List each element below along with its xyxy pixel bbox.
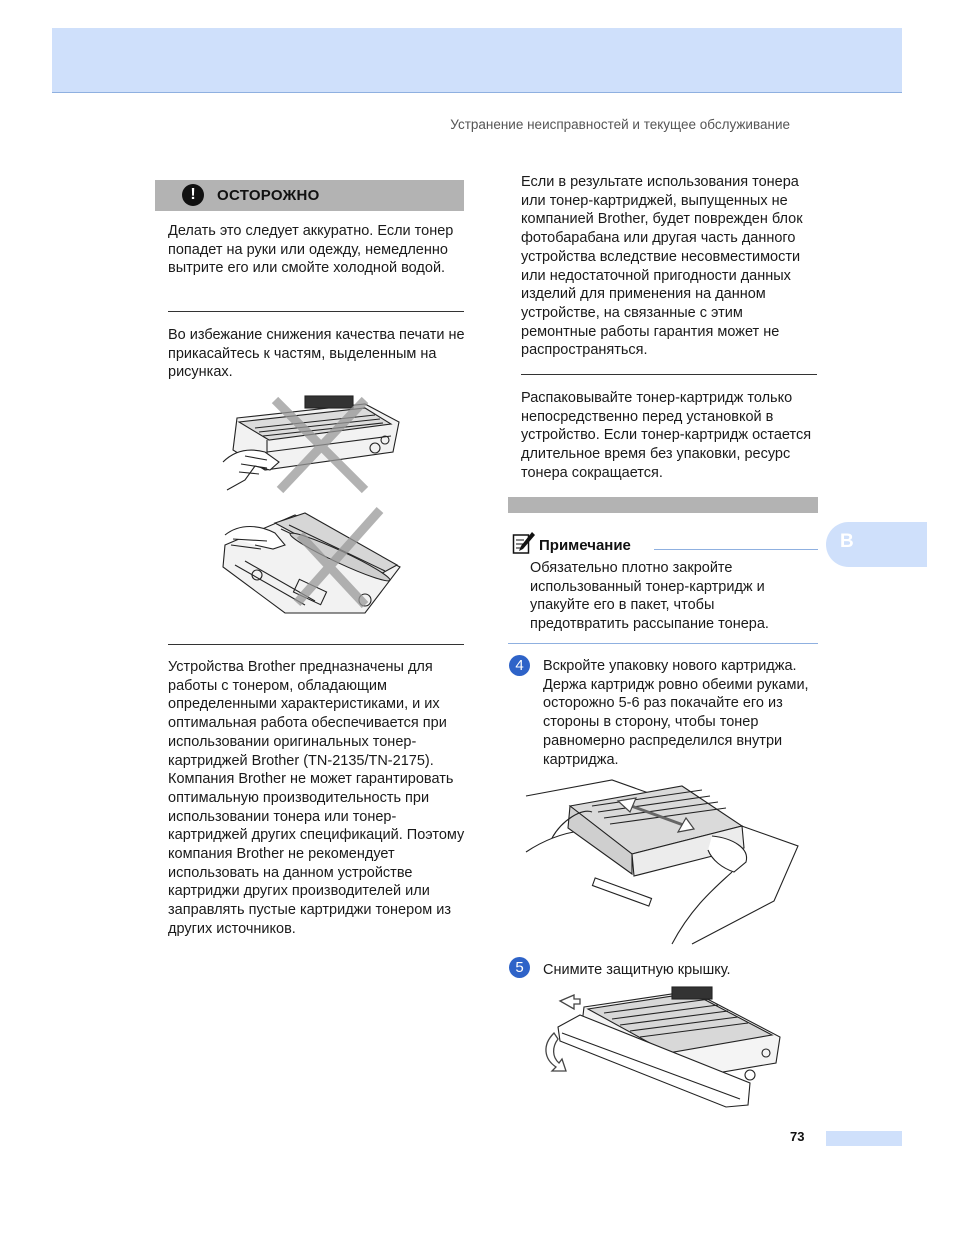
appendix-tab [826,522,927,567]
divider [168,311,464,312]
page-number: 73 [790,1129,805,1144]
running-title: Устранение неисправностей и текущее обслуживание [450,117,790,132]
caution-header [155,180,464,211]
caution-text: Делать это следует аккуратно. Если тонер попадет на руки или одежду, немедленно вытрите его или смойте холодной водой. [168,223,454,277]
caution-end-bar [508,497,818,513]
touch-warning-text: Во избежание снижения качества печати не прикасайтесь к частям, выделенным на рисунках. [168,327,465,381]
note-title-rule [654,549,818,550]
note-text: Обязательно плотно закройте использованный тонер-картридж и упакуйте его в пакет, чтобы предотвратить рассыпание тонера. [530,560,769,633]
warranty-text: Если в результате использования тонера или тонер-картриджей, выпущенных не компанией Brother, будет поврежден блок фотобарабана или другая часть данного устройства вследствие несовместимости или недостаточной пригодности данных изделий для применения на данном устройстве, на связанные с этим ремонтные работы гарантия может не распространяться. [521,174,803,359]
note-pencil-icon [512,531,536,555]
page-number-bar [826,1131,902,1146]
drum-unit-touch-illustration [215,505,405,620]
remove-cover-illustration [540,985,785,1110]
step-5-text: Снимите защитную крышку. [543,962,731,978]
divider [521,374,817,375]
note-title: Примечание [539,537,631,554]
caution-title: ОСТОРОЖНО [217,187,320,204]
divider [168,644,464,645]
note-header [512,531,818,555]
step-4-badge: 4 [509,655,530,676]
step-4-text: Вскройте упаковку нового картриджа. Держа картридж ровно обеими руками, осторожно 5-6 раз покачайте его из стороны в сторону, чтобы тонер равномерно распределился внутри картриджа. [543,658,809,768]
brother-info-text: Устройства Brother предназначены для работы с тонером, обладающим определенными характеристиками, и их оптимальная работа обеспечивается при использовании оригинальных тонер-картриджей Brother (TN-2135/TN-2175). Компания Brother не может гарантировать оптимальную производительность при использовании тонера или тонер-картриджей других спецификаций. Поэтому компания Brother не рекомендует использовать на данном устройстве картриджи других производителей или заправлять пустые картриджи тонером из других источников. [168,659,465,937]
appendix-tab-label: B [840,531,854,552]
note-bottom-rule [508,643,818,644]
header-band [52,28,902,93]
exclamation-icon: ! [182,184,204,206]
unpack-text: Распаковывайте тонер-картридж только непосредственно перед установкой в устройство. Если тонер-картридж остается длительное время без упаковки, ресурс тонера сокращается. [521,390,812,481]
shake-cartridge-illustration [522,776,802,946]
toner-cartridge-touch-illustration [215,390,405,495]
step-5-badge: 5 [509,957,530,978]
